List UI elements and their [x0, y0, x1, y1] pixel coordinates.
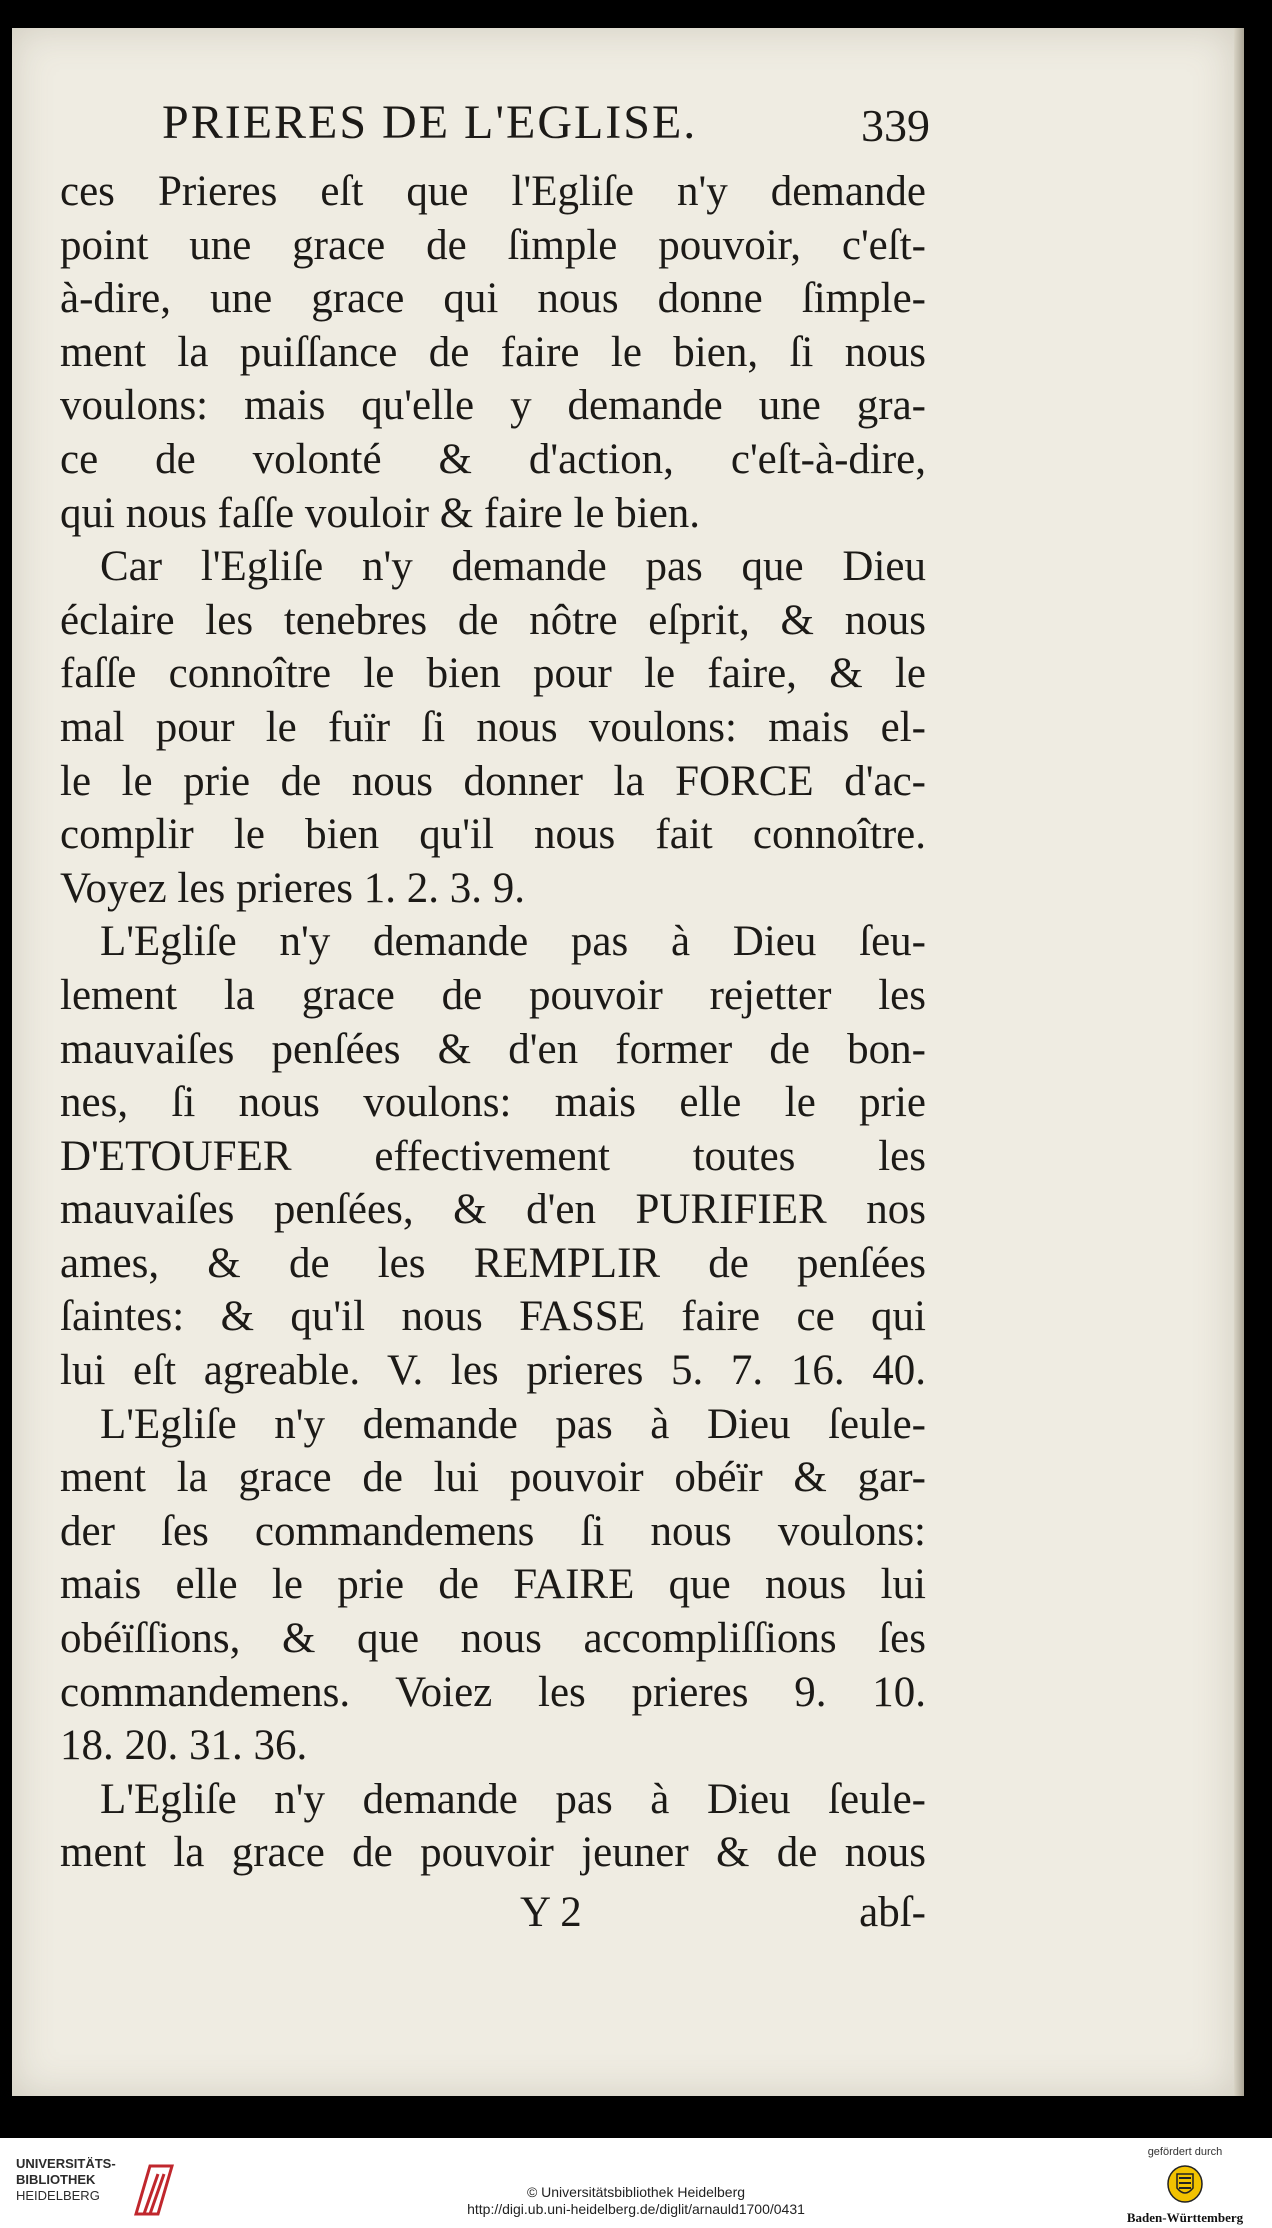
running-head	[150, 95, 930, 165]
text-line: ment la grace de pouvoir jeuner & de nous	[60, 1829, 926, 1877]
text-line: ces Prieres eſt que l'Egliſe n'y demande	[60, 168, 926, 215]
text-line: mais elle le prie de FAIRE que nous lui	[60, 1561, 926, 1609]
text-line: ſaintes: & qu'il nous FASSE faire ce qui	[60, 1293, 926, 1341]
text-line: mal pour le fuïr ſi nous voulons: mais el-	[60, 703, 926, 751]
text-line: Car l'Egliſe n'y demande pas que Dieu	[100, 543, 926, 591]
text-line: L'Egliſe n'y demande pas à Dieu ſeule-	[100, 1400, 926, 1448]
text-line: ce de volonté & d'action, c'eſt-à-dire,	[60, 435, 926, 483]
text-line: lui eſt agreable. V. les prieres 5. 7. 16. 40.	[60, 1347, 926, 1395]
text-line: lement la grace de pouvoir rejetter les	[60, 971, 926, 1019]
text-line: der ſes commandemens ſi nous voulons:	[60, 1507, 926, 1555]
viewer-footer	[0, 2138, 1272, 2228]
permalink[interactable]: http://digi.ub.uni-heidelberg.de/diglit/arnauld1700/0431	[467, 2201, 805, 2217]
text-line: qui nous faſſe vouloir & faire le bien.	[60, 489, 701, 537]
text-line: ment la puiſſance de faire le bien, ſi nous	[60, 328, 926, 376]
text-line: faſſe connoître le bien pour le faire, & le	[60, 650, 926, 698]
text-line: obéïſſions, & que nous accompliſſions ſes	[60, 1615, 926, 1663]
text-line: 18. 20. 31. 36.	[60, 1722, 308, 1770]
catchword: abſ-	[859, 1889, 926, 1936]
sponsor[interactable]	[1110, 2146, 1260, 2226]
sponsor-label: gefördert durch	[1147, 2146, 1223, 2158]
library-name-line3: HEIDELBERG	[16, 2188, 100, 2203]
text-line: éclaire les tenebres de nôtre eſprit, & nous	[60, 596, 926, 644]
copyright-notice	[0, 2184, 1272, 2218]
copyright-text: © Universitätsbibliothek Heidelberg	[526, 2184, 746, 2200]
text-line: ment la grace de lui pouvoir obéïr & gar-	[60, 1454, 926, 1502]
running-title: PRIERES DE L'EGLISE.	[162, 96, 698, 149]
text-line: point une grace de ſimple pouvoir, c'eſt-	[60, 221, 926, 269]
text-line: commandemens. Voiez les prieres 9. 10.	[60, 1668, 926, 1716]
page-edge	[1234, 28, 1244, 2096]
text-line: mauvaiſes penſées, & d'en PURIFIER nos	[60, 1186, 926, 1234]
library-name-line2: BIBLIOTHEK	[16, 2172, 96, 2187]
text-line: le le prie de nous donner la FORCE d'ac-	[60, 757, 926, 805]
signature-mark: Y 2	[520, 1889, 582, 1936]
page-footer-line	[60, 1888, 926, 1943]
text-line: à-dire, une grace qui nous donne ſimple-	[60, 275, 926, 323]
text-line: voulons: mais qu'elle y demande une gra-	[60, 382, 926, 430]
page-number: 339	[861, 100, 930, 151]
text-line: Voyez les prieres 1. 2. 3. 9.	[60, 864, 525, 912]
text-line: ames, & de les REMPLIR de penſées	[60, 1239, 926, 1287]
text-line: D'ETOUFER effectivement toutes les	[60, 1132, 926, 1180]
text-line: complir le bien qu'il nous fait connoître.	[60, 811, 926, 859]
library-name-line1: UNIVERSITÄTS-	[16, 2156, 116, 2171]
text-line: L'Egliſe n'y demande pas à Dieu ſeule-	[100, 1775, 926, 1823]
sponsor-name: Baden-Württemberg	[1126, 2210, 1244, 2225]
text-line: mauvaiſes penſées & d'en former de bon-	[60, 1025, 926, 1073]
body-text	[60, 165, 926, 1880]
text-line: nes, ſi nous voulons: mais elle le prie	[60, 1079, 926, 1127]
text-line: L'Egliſe n'y demande pas à Dieu ſeu-	[100, 918, 926, 966]
coat-of-arms-icon	[1167, 2164, 1203, 2204]
